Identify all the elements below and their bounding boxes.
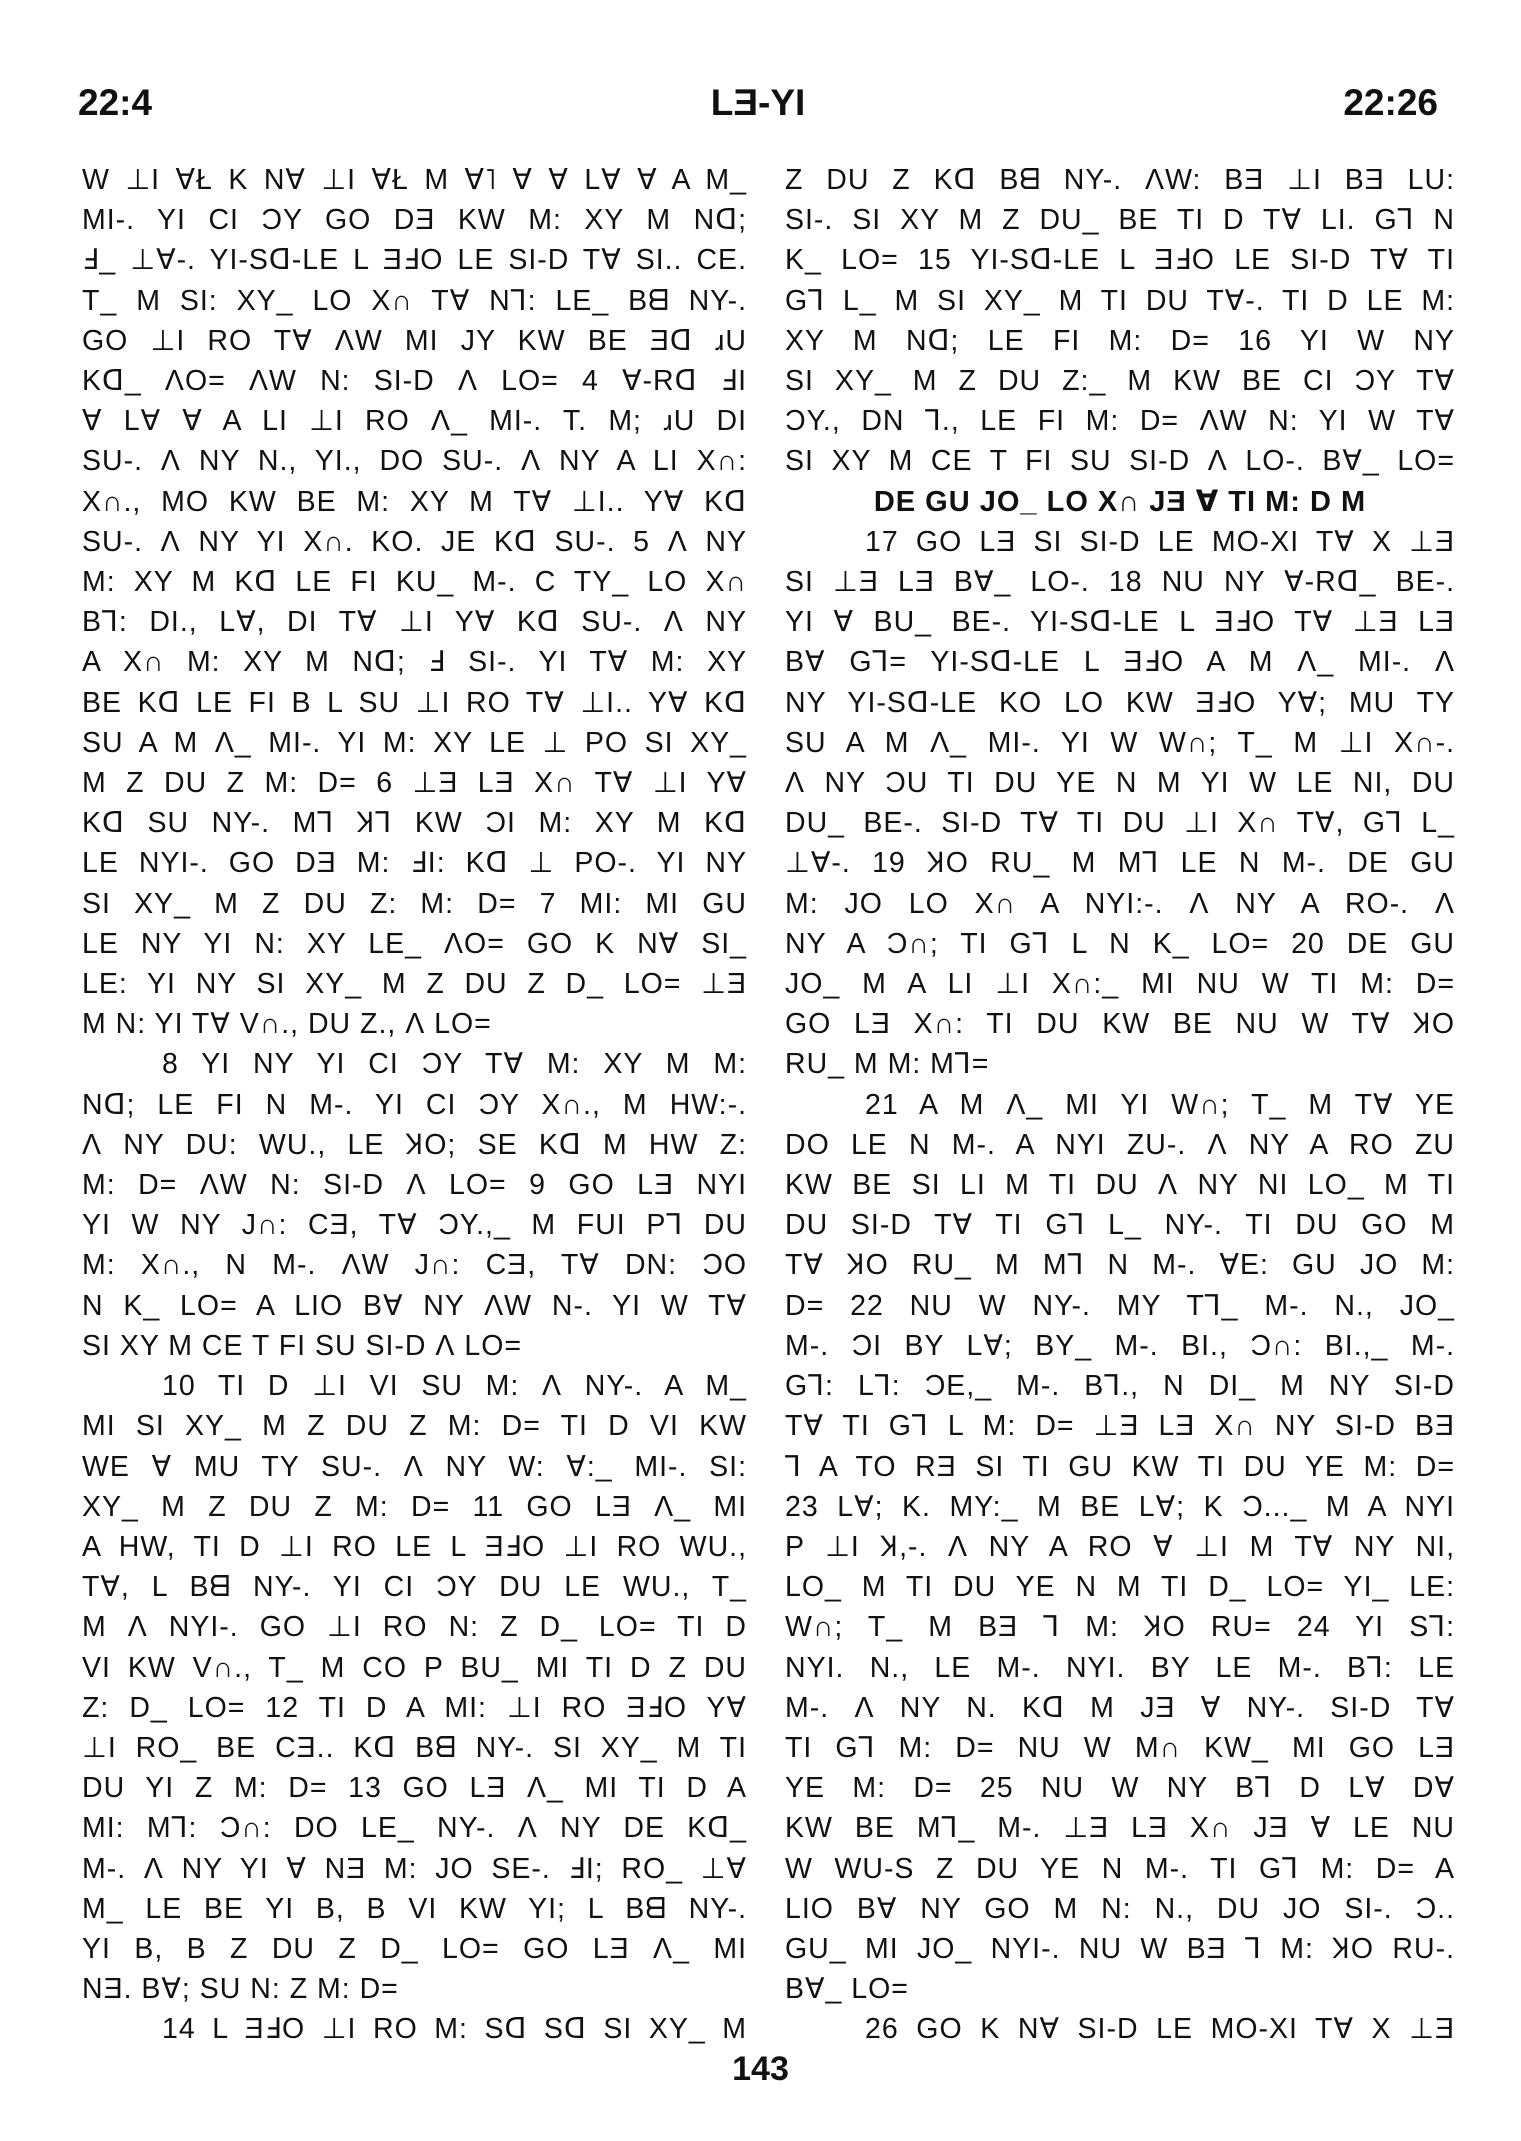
text-line: A HW, TI D ⊥I RO LE L ƎℲO ⊥I RO WU., <box>82 1530 747 1563</box>
text-line: SU A M Ʌ_ MI-. YI M: XY LE ⊥ PO SI XY_ <box>82 726 747 759</box>
text-line: ⊥I RO_ BE CƎ.. Kᗡ Bᗺ NY-. SI XY_ M TI <box>82 1731 747 1764</box>
text-line: D= 22 NU W NY-. MY T⅂_ M-. N., JO_ <box>785 1289 1455 1322</box>
text-line: MI: M⅂: Ɔ∩: DO LE_ NY-. Ʌ NY DE Kᗡ_ <box>82 1812 747 1845</box>
text-line: YE M: D= 25 NU W NY B⅂ D L∀ D∀ <box>785 1772 1455 1805</box>
text-line: SI XY M CE T FI SU SI-D Ʌ LO-. B∀_ LO= <box>785 445 1455 478</box>
text-line: SI XY_ M Z DU Z:_ M KW BE CI ƆY T∀ <box>785 365 1455 398</box>
text-line: Kᗡ_ ɅO= ɅW N: SI-D Ʌ LO= 4 ∀-Rᗡ ℲI <box>82 365 747 398</box>
text-line: M-. ƆI BY L∀; BY_ M-. BI., Ɔ∩: BI.,_ M-. <box>785 1329 1455 1362</box>
text-line: Ʌ NY DU: WU., LE ꞰO; SE Kᗡ M HW Z: <box>82 1128 747 1161</box>
text-line: NYI. N., LE M-. NYI. BY LE M-. B⅂: LE <box>785 1651 1455 1684</box>
text-line: W WU-S Z DU YE N M-. TI G⅂ M: D= A <box>785 1852 1455 1885</box>
text-line: A X∩ M: XY M Nᗡ; Ⅎ SI-. YI T∀ M: XY <box>82 646 747 679</box>
text-line: W∩; T_ M BƎ ⅂ M: ꞰO RU= 24 YI S⅂: <box>785 1611 1455 1644</box>
text-line: DU SI-D T∀ TI G⅂ L_ NY-. TI DU GO M <box>785 1209 1455 1242</box>
text-line: LE NY YI N: XY LE_ ɅO= GO K N∀ SI_ <box>82 927 747 960</box>
text-line: 14 L ƎℲO ⊥I RO M: Sᗡ Sᗡ SI XY_ M <box>162 2013 747 2046</box>
text-line: M-. Ʌ NY N. Kᗡ M JƎ Ɐ NY-. SI-D T∀ <box>785 1691 1455 1724</box>
text-line: NY YI-Sᗡ-LE KO LO KW ƎℲO Y∀; MU TY <box>785 686 1455 719</box>
text-line: JO_ M A LI ⊥I X∩:_ MI NU W TI M: D= <box>785 968 1455 1001</box>
text-line: DU YI Z M: D= 13 GO LƎ Ʌ_ MI TI D A <box>82 1772 747 1805</box>
text-line: T∀ ꞰO RU_ M M⅂ N M-. ⱯE: GU JO M: <box>785 1249 1455 1282</box>
text-line: W ⊥I ⱯŁ K N∀ ⊥I ⱯŁ M Ɐ˥ Ɐ Ɐ L∀ Ɐ A M_ <box>82 164 747 196</box>
text-line: VI KW V∩., T_ M CO P BU_ MI TI D Z DU <box>82 1651 747 1684</box>
text-line: Z DU Z Kᗡ Bᗺ NY-. ɅW: BƎ ⊥I BƎ LU: <box>785 164 1455 196</box>
text-line: DE GU JO_ LO X∩ JƎ Ɐ TI M: D M <box>873 485 1367 518</box>
text-line: 23 L∀; K. MY:_ M BE L∀; K Ɔ..._ M A NYI <box>785 1490 1455 1523</box>
text-line: T∀ TI G⅂ L M: D= ⊥Ǝ LƎ X∩ NY SI-D BƎ <box>785 1410 1455 1443</box>
text-line: 17 GO LƎ SI SI-D LE MO-XI T∀ X ⊥Ǝ <box>865 525 1455 558</box>
text-line: YI B, B Z DU Z D_ LO= GO LƎ Ʌ_ MI <box>82 1932 747 1965</box>
text-line: M Ʌ NYI-. GO ⊥I RO N: Z D_ LO= TI D <box>82 1611 747 1644</box>
text-line: P ⊥I Ʞ,-. Ʌ NY A RO Ɐ ⊥I M T∀ NY NI, <box>785 1530 1455 1563</box>
text-line: SI ⊥Ǝ LƎ B∀_ LO-. 18 NU NY ∀-Rᗡ_ BE-. <box>785 566 1455 599</box>
text-line: ⊥∀-. 19 ꞰO RU_ M M⅂ LE N M-. DE GU <box>785 847 1455 880</box>
text-line: DU_ BE-. SI-D T∀ TI DU ⊥I X∩ T∀, G⅂ L_ <box>785 807 1455 840</box>
text-line: Ɐ L∀ Ɐ A LI ⊥I RO Ʌ_ MI-. T. M; ɹU DI <box>82 405 747 438</box>
text-line: T∀, L Bᗺ NY-. YI CI ƆY DU LE WU., T_ <box>82 1571 747 1604</box>
text-line: NY A Ɔ∩; TI G⅂ L N K_ LO= 20 DE GU <box>785 927 1455 960</box>
text-line: NƎ. B∀; SU N: Z M: D= <box>82 1973 399 2006</box>
header-book-title: LƎ-YI <box>710 82 806 123</box>
page-number: 143 <box>732 2050 789 2088</box>
text-line: 10 TI D ⊥I VI SU M: Ʌ NY-. A M_ <box>162 1370 747 1403</box>
text-line: G⅂ L_ M SI XY_ M TI DU T∀-. TI D LE M: <box>785 284 1455 317</box>
text-line: ƆY., DN ⅂., LE FI M: D= ɅW N: YI W T∀ <box>785 405 1455 438</box>
text-line: ⅂ A TO RƎ SI TI GU KW TI DU YE M: D= <box>785 1450 1455 1483</box>
text-line: SU-. Ʌ NY N., YI., DO SU-. Ʌ NY A LI X∩: <box>82 445 747 478</box>
text-line: YI Ɐ BU_ BE-. YI-Sᗡ-LE L ƎℲO T∀ ⊥Ǝ LƎ <box>785 606 1455 639</box>
text-line: TI G⅂ M: D= NU W M∩ KW_ MI GO LƎ <box>785 1731 1455 1764</box>
text-line: KW BE M⅂_ M-. ⊥Ǝ LƎ X∩ JƎ Ɐ LE NU <box>785 1812 1455 1845</box>
text-line: M: D= ɅW N: SI-D Ʌ LO= 9 GO LƎ NYI <box>82 1169 747 1202</box>
text-line: 21 A M Ʌ_ MI YI W∩; T_ M T∀ YE <box>865 1088 1455 1121</box>
text-line: SI XY_ M Z DU Z: M: D= 7 MI: MI GU <box>82 887 747 920</box>
text-line: YI W NY J∩: CƎ, T∀ ƆY.,_ M FUI P⅂ DU <box>82 1209 747 1242</box>
text-line: T_ M SI: XY_ LO X∩ T∀ N⅂: LE_ Bᗺ NY-. <box>82 284 747 317</box>
text-line: RU_ M M: M⅂= <box>785 1048 990 1081</box>
text-line: Nᗡ; LE FI N M-. YI CI ƆY X∩., M HW:-. <box>82 1088 747 1121</box>
text-line: 26 GO K N∀ SI-D LE MO-XI T∀ X ⊥Ǝ <box>865 2013 1455 2046</box>
text-line: Kᗡ SU NY-. M⅂ Ʞ⅂ KW ƆI M: XY M Kᗡ <box>82 807 747 840</box>
text-line: LE: YI NY SI XY_ M Z DU Z D_ LO= ⊥Ǝ <box>82 968 747 1001</box>
text-line: XY M Nᗡ; LE FI M: D= 16 YI W NY <box>785 324 1455 357</box>
text-line: SU-. Ʌ NY YI X∩. KO. JE Kᗡ SU-. 5 Ʌ NY <box>82 525 747 558</box>
header-left-reference: 22:4 <box>78 82 153 123</box>
text-line: LIO B∀ NY GO M N: N., DU JO SI-. Ɔ.. <box>785 1892 1455 1925</box>
text-line: KW BE SI LI M TI DU Ʌ NY NI LO_ M TI <box>785 1169 1455 1202</box>
right-text-column <box>785 160 1455 2050</box>
text-line: M: XY M Kᗡ LE FI KU_ M-. C TY_ LO X∩ <box>82 566 747 599</box>
text-line: Z: D_ LO= 12 TI D A MI: ⊥I RO ƎℲO Y∀ <box>82 1691 747 1724</box>
text-line: B∀ G⅂= YI-Sᗡ-LE L ƎℲO A M Ʌ_ MI-. Ʌ <box>785 646 1455 679</box>
text-line: M Z DU Z M: D= 6 ⊥Ǝ LƎ X∩ T∀ ⊥I Y∀ <box>82 767 747 800</box>
text-line: Ⅎ_ ⊥∀-. YI-Sᗡ-LE L ƎℲO LE SI-D T∀ SI.. CE. <box>82 244 747 277</box>
running-header <box>78 82 1438 132</box>
text-line: M N: YI T∀ V∩., DU Z., Ʌ LO= <box>82 1008 492 1041</box>
text-line: MI-. YI CI ƆY GO DƎ KW M: XY M Nᗡ; <box>82 204 747 237</box>
text-line: B∀_ LO= <box>785 1973 909 2006</box>
text-line: Ʌ NY ƆU TI DU YE N M YI W LE NI, DU <box>785 767 1455 800</box>
text-line: BE Kᗡ LE FI B L SU ⊥I RO T∀ ⊥I.. Y∀ Kᗡ <box>82 686 747 719</box>
text-line: B⅂: DI., L∀, DI T∀ ⊥I Y∀ Kᗡ SU-. Ʌ NY <box>82 606 747 639</box>
text-line: GU_ MI JO_ NYI-. NU W BƎ ⅂ M: ꞰO RU-. <box>785 1932 1455 1965</box>
text-line: X∩., MO KW BE M: XY M T∀ ⊥I.. Y∀ Kᗡ <box>82 485 747 518</box>
text-line: GO LƎ X∩: TI DU KW BE NU W T∀ ꞰO <box>785 1008 1455 1041</box>
text-line: 8 YI NY YI CI ƆY T∀ M: XY M M: <box>162 1048 747 1081</box>
text-line: N K_ LO= A LIO B∀ NY ɅW N-. YI W T∀ <box>82 1289 747 1322</box>
text-line: M: X∩., N M-. ɅW J∩: CƎ, T∀ DN: ƆO <box>82 1249 747 1282</box>
text-line: G⅂: L⅂: ƆE,_ M-. B⅂., N DI_ M NY SI-D <box>785 1370 1455 1403</box>
text-line: LO_ M TI DU YE N M TI D_ LO= YI_ LE: <box>785 1571 1455 1604</box>
text-line: SI-. SI XY M Z DU_ BE TI D T∀ LI. G⅂ N <box>785 204 1455 237</box>
text-line: SU A M Ʌ_ MI-. YI W W∩; T_ M ⊥I X∩-. <box>785 726 1455 759</box>
text-line: XY_ M Z DU Z M: D= 11 GO LƎ Ʌ_ MI <box>82 1490 747 1523</box>
text-line: WE Ɐ MU TY SU-. Ʌ NY W: Ɐ:_ MI-. SI: <box>82 1450 747 1483</box>
text-line: DO LE N M-. A NYI ZU-. Ʌ NY A RO ZU <box>785 1128 1455 1161</box>
text-line: M-. Ʌ NY YI Ɐ NƎ M: JO SE-. ℲI; RO_ ⊥∀ <box>82 1852 747 1885</box>
text-line: SI XY M CE T FI SU SI-D Ʌ LO= <box>82 1329 523 1362</box>
header-right-reference: 22:26 <box>1343 82 1438 123</box>
text-line: GO ⊥I RO T∀ ɅW MI JY KW BE Ǝᗡ ɹU <box>82 324 747 357</box>
text-line: MI SI XY_ M Z DU Z M: D= TI D VI KW <box>82 1410 747 1443</box>
text-line: K_ LO= 15 YI-Sᗡ-LE L ƎℲO LE SI-D T∀ TI <box>785 244 1455 277</box>
text-line: M_ LE BE YI B, B VI KW YI; L Bᗺ NY-. <box>82 1892 747 1925</box>
text-line: LE NYI-. GO DƎ M: ℲI: Kᗡ ⊥ PO-. YI NY <box>82 847 747 880</box>
text-line: M: JO LO X∩ A NYI:-. Ʌ NY A RO-. Ʌ <box>785 887 1455 920</box>
left-text-column <box>82 160 747 2050</box>
